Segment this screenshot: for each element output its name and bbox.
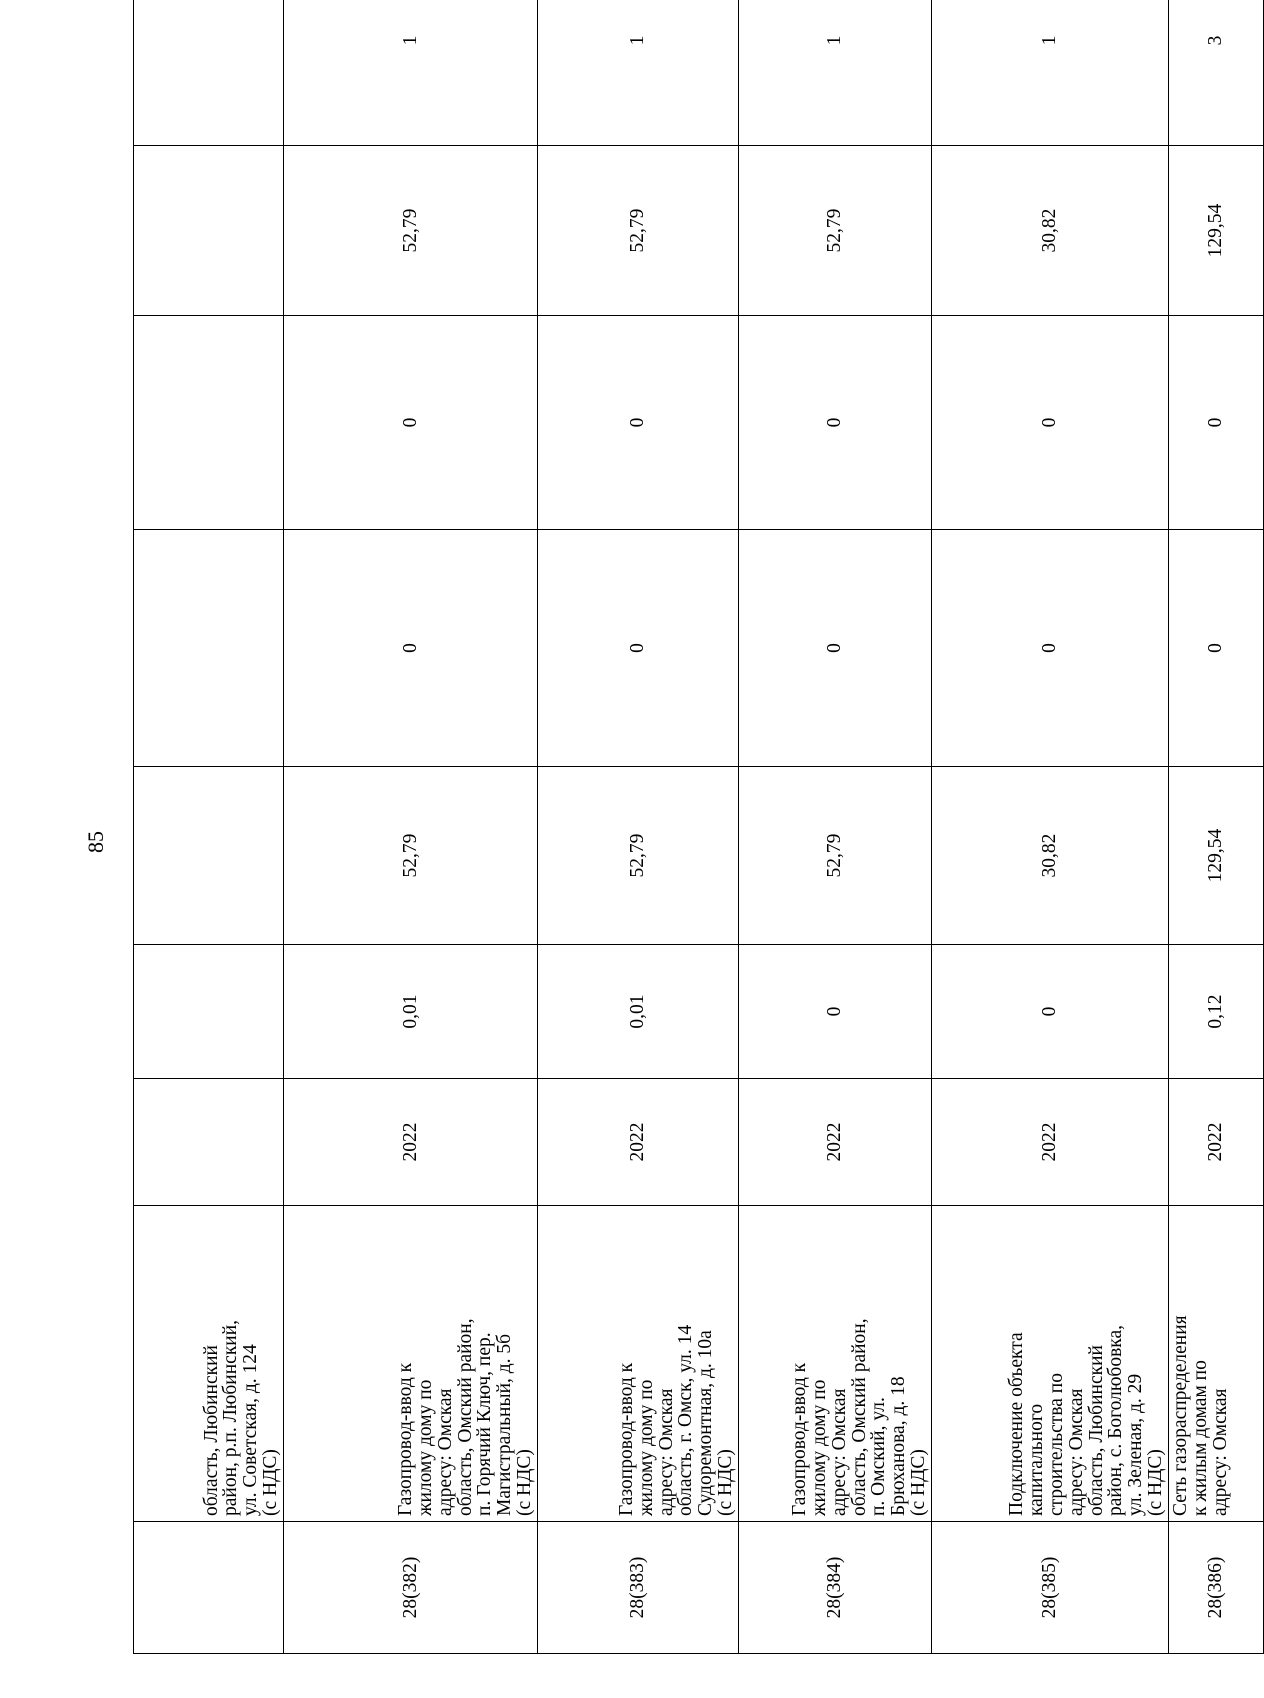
description-line: адресу: Омская xyxy=(1065,1388,1087,1516)
table-row xyxy=(284,0,538,1654)
value-cell: 52,79 xyxy=(538,146,739,316)
value-cell xyxy=(134,146,284,316)
description-line: (с НДС) xyxy=(260,1449,282,1516)
year-cell: 2022 xyxy=(1169,1079,1264,1206)
value-cell: 0 xyxy=(932,530,1169,767)
year-cell: 2022 xyxy=(932,1079,1169,1206)
description-line: адресу: Омская xyxy=(434,1388,456,1516)
value-cell: 0 xyxy=(739,316,932,530)
description-line: (с НДС) xyxy=(715,1449,737,1516)
description-line: район, р.п. Любинский, xyxy=(220,1319,242,1516)
description-line: область, Омский район, xyxy=(848,1318,870,1516)
description-line: область, г. Омск, ул. 14 xyxy=(675,1324,697,1516)
description-line: Брюханова, д. 18 xyxy=(888,1376,910,1516)
description-line: адресу: Омская xyxy=(655,1388,677,1516)
description-line: область, Любинский xyxy=(1085,1345,1107,1516)
table-row xyxy=(538,0,739,1654)
description-line: жилому дому по xyxy=(635,1379,657,1516)
value-cell: 52,79 xyxy=(284,146,538,316)
description-line: (с НДС) xyxy=(1145,1449,1167,1516)
description-line: Судоремонтная, д. 10а xyxy=(695,1330,717,1516)
description-line: Газопровод-ввод к xyxy=(394,1362,416,1516)
value-cell: 1 xyxy=(284,0,538,146)
description-line: п. Горячий Ключ, пер. xyxy=(474,1332,496,1516)
value-cell: 30,82 xyxy=(932,146,1169,316)
description-line: область, Любинский xyxy=(200,1345,222,1516)
description-line: (с НДС) xyxy=(908,1449,930,1516)
description-cell xyxy=(932,1206,1169,1522)
description-line: п. Омский, ул. xyxy=(868,1397,890,1516)
value-cell: 1 xyxy=(538,0,739,146)
value-cell: 0,01 xyxy=(538,945,739,1079)
value-cell: 0 xyxy=(1169,530,1264,767)
page-number: 85 xyxy=(83,831,108,853)
description-line: адресу: Омская xyxy=(1209,1388,1231,1516)
value-cell: 52,79 xyxy=(538,767,739,945)
table-row xyxy=(932,0,1169,1654)
description-line: строительства по xyxy=(1045,1373,1067,1516)
description-line: ул. Зеленая, д. 29 xyxy=(1125,1373,1147,1516)
year-cell: 2022 xyxy=(538,1079,739,1206)
rotated-table-container xyxy=(133,34,1231,1654)
description-line: жилому дому по xyxy=(414,1379,436,1516)
value-cell: 129,54 xyxy=(1169,767,1264,945)
value-cell: 0 xyxy=(739,945,932,1079)
year-cell xyxy=(134,1079,284,1206)
value-cell: 30,82 xyxy=(932,767,1169,945)
value-cell: 52,79 xyxy=(739,767,932,945)
value-cell: 52,79 xyxy=(739,146,932,316)
year-cell: 2022 xyxy=(284,1079,538,1206)
table-body xyxy=(134,0,1264,1654)
table-row xyxy=(739,0,932,1654)
description-cell xyxy=(538,1206,739,1522)
row-number-cell: 28(385) xyxy=(932,1522,1169,1654)
description-cell xyxy=(134,1206,284,1522)
description-line: капитального xyxy=(1025,1403,1047,1516)
value-cell: 52,79 xyxy=(284,767,538,945)
value-cell xyxy=(134,0,284,146)
value-cell xyxy=(134,767,284,945)
description-line: жилому дому по xyxy=(808,1379,830,1516)
row-number-cell: 28(386) xyxy=(1169,1522,1264,1654)
value-cell: 1 xyxy=(932,0,1169,146)
value-cell: 0,12 xyxy=(1169,945,1264,1079)
row-number-cell: 28(384) xyxy=(739,1522,932,1654)
value-cell: 0 xyxy=(538,316,739,530)
row-number-cell: 28(382) xyxy=(284,1522,538,1654)
value-cell xyxy=(134,316,284,530)
investment-table xyxy=(133,0,1264,1654)
value-cell: 0 xyxy=(932,945,1169,1079)
value-cell: 3 xyxy=(1169,0,1264,146)
description-line: ул. Советская, д. 124 xyxy=(240,1344,262,1516)
value-cell: 0,01 xyxy=(284,945,538,1079)
value-cell: 1 xyxy=(739,0,932,146)
description-line: к жилым домам по xyxy=(1189,1360,1211,1516)
description-line: Сеть газораспределения xyxy=(1170,1315,1191,1516)
value-cell: 0 xyxy=(932,316,1169,530)
description-line: (с НДС) xyxy=(514,1449,536,1516)
value-cell: 129,54 xyxy=(1169,146,1264,316)
year-cell: 2022 xyxy=(739,1079,932,1206)
description-cell xyxy=(284,1206,538,1522)
description-line: Подключение объекта xyxy=(1006,1332,1027,1516)
description-line: область, Омский район, xyxy=(454,1318,476,1516)
value-cell: 0 xyxy=(284,316,538,530)
description-line: Газопровод-ввод к xyxy=(615,1362,637,1516)
description-cell xyxy=(1169,1206,1264,1522)
table-row xyxy=(134,0,284,1654)
value-cell xyxy=(134,530,284,767)
value-cell: 0 xyxy=(538,530,739,767)
description-line: Газопровод-ввод к xyxy=(788,1362,810,1516)
row-number-cell xyxy=(134,1522,284,1654)
description-line: Магистральный, д. 5б xyxy=(494,1333,516,1516)
value-cell: 0 xyxy=(284,530,538,767)
description-cell xyxy=(739,1206,932,1522)
value-cell: 0 xyxy=(739,530,932,767)
value-cell: 0 xyxy=(1169,316,1264,530)
description-line: адресу: Омская xyxy=(828,1388,850,1516)
value-cell xyxy=(134,945,284,1079)
row-number-cell: 28(383) xyxy=(538,1522,739,1654)
table-row xyxy=(1169,0,1264,1654)
description-line: район, с. Боголюбовка, xyxy=(1105,1324,1127,1516)
